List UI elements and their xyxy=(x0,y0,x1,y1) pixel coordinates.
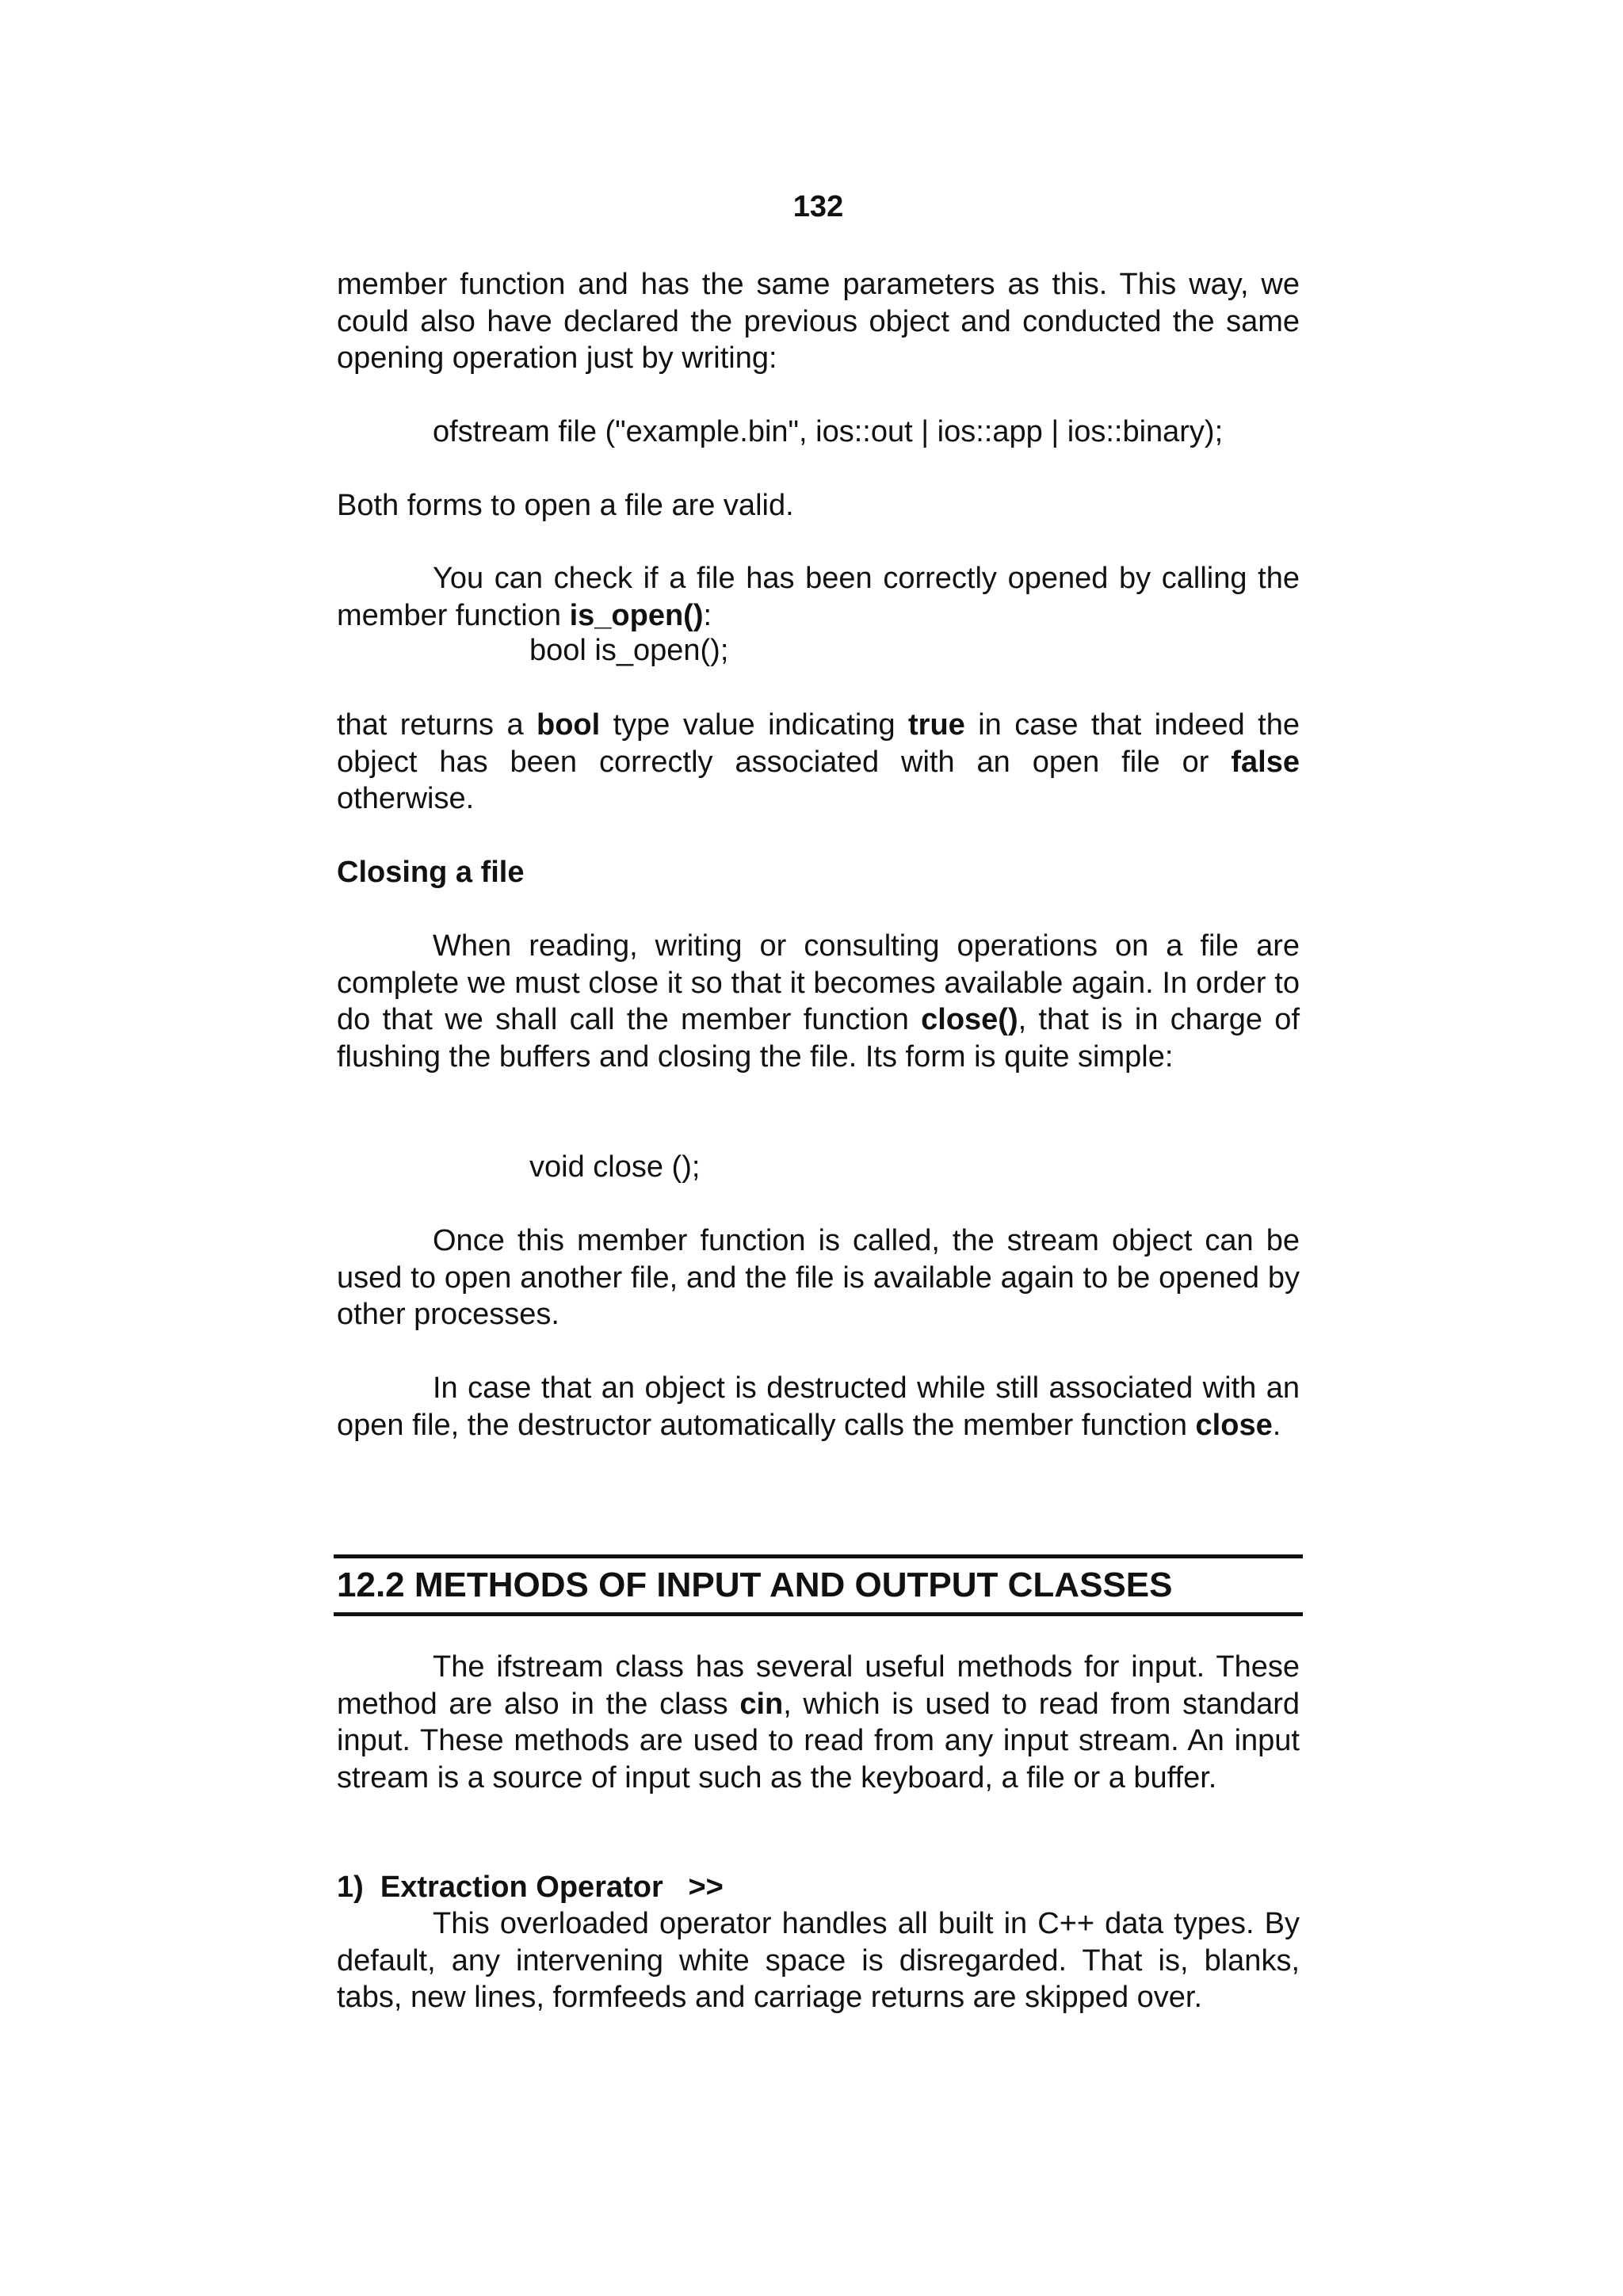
paragraph-destructor: In case that an object is destructed while still associated with an open file, the destructor automatically calls the member function close. xyxy=(337,1371,1300,1442)
paragraph-extraction: This overloaded operator handles all built in C++ data types. By default, any intervening white space is disregarded. That is, blanks, tabs, new lines, formfeeds and carriage returns are skipped over. xyxy=(337,1907,1300,2014)
paragraph-once-called: Once this member function is called, the stream object can be used to open another file, and the file is available again to be opened by other processes. xyxy=(337,1224,1300,1331)
code-ofstream-example: ofstream file ("example.bin", ios::out | ios::app | ios::binary); xyxy=(433,415,1224,448)
section-heading: 12.2 METHODS OF INPUT AND OUTPUT CLASSES xyxy=(337,1566,1173,1604)
close-function: close() xyxy=(921,1003,1018,1036)
paragraph-closing: When reading, writing or consulting operations on a file are complete we must close it so that it becomes available again. In order to do that we shall call the member function close(), that is in charge of flushing the buffers and closing the file. Its form is quite simple: xyxy=(337,929,1300,1074)
code-is-open: bool is_open(); xyxy=(529,634,729,667)
section-heading-box xyxy=(334,1554,1303,1616)
subheading-extraction-operator: 1) Extraction Operator >> xyxy=(337,1871,724,1904)
paragraph-intro: member function and has the same parameters as this. This way, we could also have declared the previous object and conducted the same opening operation just by writing: xyxy=(337,268,1300,375)
is-open-function: is_open() xyxy=(569,598,704,632)
heading-closing-a-file: Closing a file xyxy=(337,856,525,889)
code-void-close: void close (); xyxy=(529,1150,701,1184)
paragraph-returns-bool: that returns a bool type value indicating true in case that indeed the object has been correctly associated with an open file or false otherwise. xyxy=(337,708,1300,815)
paragraph-is-open: You can check if a file has been correctly opened by calling the member function is_open(): xyxy=(337,562,1300,632)
paragraph-both-forms: Both forms to open a file are valid. xyxy=(337,489,794,522)
page-number: 132 xyxy=(792,190,844,223)
paragraph-ifstream: The ifstream class has several useful methods for input. These method are also in the class cin, which is used to read from standard input. These methods are used to read from any input stream. An input stream is a source of input such as the keyboard, a file or a buffer. xyxy=(337,1650,1300,1794)
